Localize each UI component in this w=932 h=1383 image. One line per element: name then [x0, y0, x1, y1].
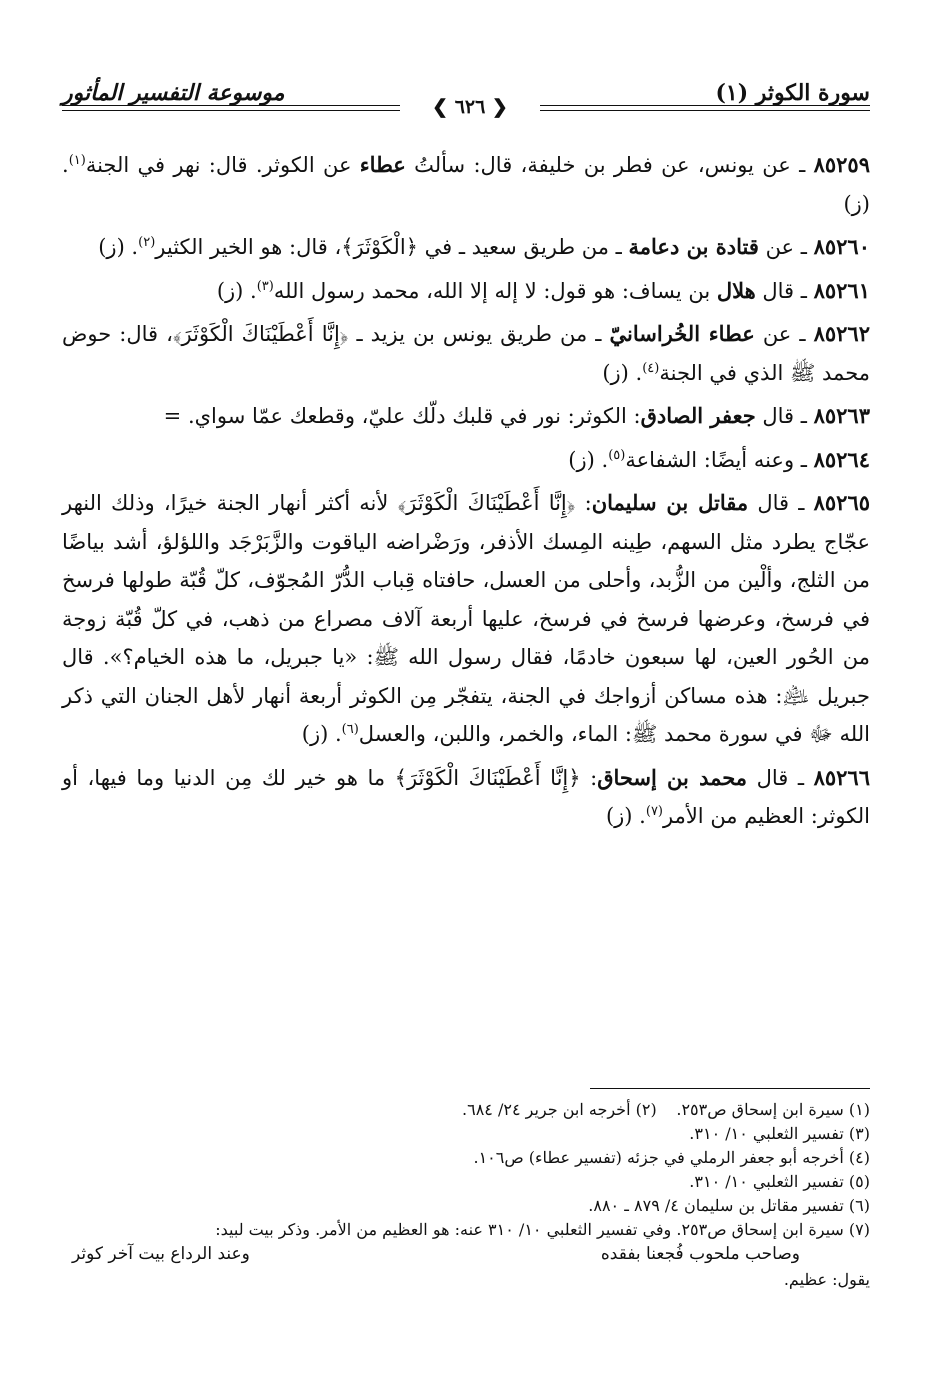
footnote: (٢) أخرجه ابن جرير ٢٤/ ٦٨٤.	[462, 1100, 657, 1119]
narrator-name: قتادة بن دعامة	[628, 234, 759, 259]
footnote: (٤) أخرجه أبو جعفر الرملي في جزئه (تفسير عطاء) ص١٠٦.	[473, 1148, 870, 1167]
narrator-name: جعفر الصادق	[640, 403, 756, 428]
entry-number: ٨٥٢٦٦	[813, 764, 870, 790]
entry	[62, 272, 870, 311]
entry-text: ـ قال	[755, 278, 814, 303]
entry-text: عن الكوثر. قال: نهر في الجنة	[85, 153, 360, 177]
page-number-value: ٦٢٦	[454, 96, 486, 118]
entry-text: : ﴿إِنَّا أَعْطَيْنَاكَ الْكَوْثَرَ﴾ ما هو خير لك مِن الدنيا وما فيها، أو الكوثر: العظيم من الأمر	[62, 765, 870, 828]
narrator-name: مقاتل بن سليمان	[591, 490, 749, 515]
footnotes	[62, 1098, 870, 1292]
footnote-ref: (٥)	[608, 447, 626, 463]
entry-text: ـ قال	[755, 404, 814, 428]
footnote: يقول: عظيم.	[783, 1270, 870, 1289]
entry-text: : ﴿إِنَّا أَعْطَيْنَاكَ الْكَوْثَرَ﴾ لأنه أكثر أنهار الجنة خيرًا، وذلك النهر عجّاج يطرد مثل السهم، طِينه المِسك الأذفر، ورَضْراضه الياقوت والزَّبَرْجَد واللؤلؤ، أشد بياضًا من الثلج، وألْين من الزُّبد، وأحلى من العسل، حافتاه قِباب الدُّرّ المُجوّف، كلّ قُبّة طولها فرسخ في فرسخ، وعرضها فرسخ في فرسخ، عليها أربعة آلاف مصراع من ذهب، في كلّ قُبّة زوجة من الحُور العين، لها سبعون خادمًا، فقال رسول الله ﷺ: «يا جبريل، ما هذه الخيام؟». قال جبريل ﵇: هذه مساكن أزواجك في الجنة، يتفجّر مِن الكوثر أربعة أنهار لأهل الجنان التي ذكر الله ﷻ في سورة محمد ﷺ: الماء، والخمر، واللبن، والعسل	[62, 491, 870, 746]
narrator-name: هلال	[716, 277, 756, 303]
entry-number: ٨٥٢٦٣	[813, 403, 870, 428]
footnote-ref: (١)	[68, 153, 86, 168]
footnote-ref: (٧)	[645, 804, 663, 819]
entry-end: . (ز)	[602, 360, 643, 385]
footnote: (٧) سيرة ابن إسحاق ص٢٥٣. وفي تفسير الثعلبي ١٠/ ٣١٠ عنه: هو العظيم من الأمر. وذكر بيت لبيد:	[215, 1220, 870, 1239]
entry-end: . (ز)	[301, 722, 342, 746]
entry-text: ـ قال	[747, 765, 814, 790]
entry-end: . (ز)	[568, 447, 609, 472]
entry-text: ـ وعنه أيضًا: الشفاعة	[625, 447, 814, 472]
narrator-name: عطاء	[359, 152, 406, 177]
entry-number: ٨٥٢٦٠	[813, 234, 870, 259]
footnote: (٦) تفسير مقاتل بن سليمان ٤/ ٨٧٩ ـ ٨٨٠.	[588, 1196, 870, 1215]
footnote-row	[62, 1170, 870, 1194]
entry-text: ـ قال	[748, 491, 814, 515]
footnote-ref: (٤)	[642, 360, 660, 376]
entry	[62, 397, 870, 436]
footnote-row	[62, 1122, 870, 1146]
entry	[62, 759, 870, 836]
entry	[62, 315, 870, 392]
footnote-separator	[590, 1088, 870, 1089]
entry-end: . (ز)	[98, 235, 139, 259]
surah-title: سورة الكوثر (١)	[715, 80, 870, 106]
footnote-row	[62, 1146, 870, 1170]
entry-text: بن يساف: هو قول: لا إله إلا الله، محمد رسول الله	[273, 278, 717, 303]
main-text	[62, 146, 870, 841]
poem-hemistich: وعند الرداع بيت آخر كوثر	[72, 1244, 250, 1264]
entry-end: . (ز)	[605, 804, 646, 828]
narrator-name: محمد بن إسحاق	[597, 764, 748, 790]
entry-number: ٨٥٢٦١	[813, 277, 870, 303]
entry-number: ٨٥٢٦٢	[813, 321, 870, 346]
entry	[62, 146, 870, 223]
footnote-row	[62, 1268, 870, 1292]
footnote-ref: (٦)	[341, 722, 359, 737]
footnote-row	[62, 1194, 870, 1218]
entry-number: ٨٥٢٥٩	[813, 152, 870, 177]
poem-verse	[62, 1242, 870, 1268]
entry	[62, 484, 870, 754]
footnote-ref: (٢)	[138, 235, 156, 250]
entry-end: . (ز)	[216, 278, 257, 303]
entry	[62, 441, 870, 480]
footnote: (٣) تفسير الثعلبي ١٠/ ٣١٠.	[689, 1124, 870, 1143]
footnote-ref: (٣)	[256, 278, 274, 294]
book-title: موسوعة التفسير المأثور	[62, 80, 285, 106]
footnote-row	[62, 1098, 870, 1122]
entry-text: ـ عن يونس، عن فطر بن خليفة، قال: سألتُ	[405, 153, 814, 177]
entry-text: : الكوثر: نور في قلبك دلّك عليّ، وقطعك عمّا سواي. =	[163, 404, 641, 428]
entry-end: . (ز)	[62, 153, 870, 216]
poem-hemistich: وصاحب ملحوب فُجعنا بفقده	[600, 1244, 800, 1264]
narrator-name: عطاء الخُراسانيّ	[609, 321, 755, 346]
entry-text: ـ من طريق يونس بن يزيد ـ ﴿إِنَّا أَعْطَيْنَاكَ الْكَوْثَرَ﴾، قال: حوض محمد ﷺ الذي في الجنة	[62, 322, 870, 385]
entry-text: ـ من طريق سعيد ـ في ﴿الْكَوْثَرَ﴾، قال: هو الخير الكثير	[155, 235, 629, 259]
footnote: (١) سيرة ابن إسحاق ص٢٥٣.	[676, 1100, 870, 1119]
footnote: (٥) تفسير الثعلبي ١٠/ ٣١٠.	[689, 1172, 870, 1191]
entry-number: ٨٥٢٦٥	[813, 490, 871, 515]
entry-number: ٨٥٢٦٤	[813, 446, 870, 472]
entry-text: ـ عن	[758, 235, 814, 259]
page-number: ❮ ٦٢٦ ❯	[400, 93, 540, 121]
footnote-row	[62, 1218, 870, 1242]
entry-text: ـ عن	[754, 322, 814, 346]
entry	[62, 228, 870, 267]
